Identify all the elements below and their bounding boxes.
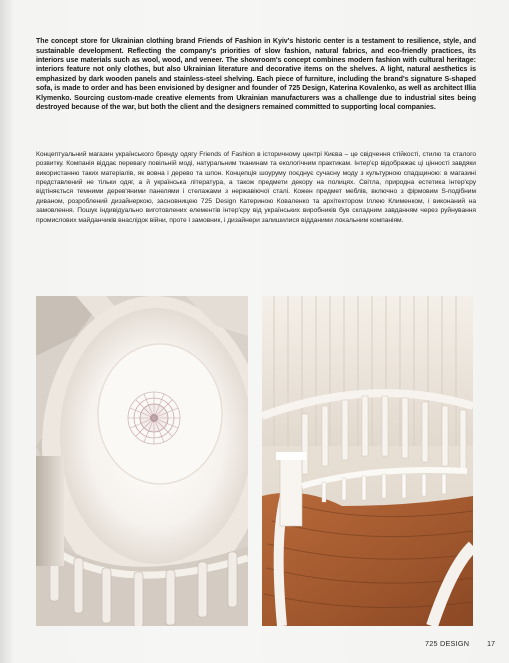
footer-brand: 725 DESIGN bbox=[425, 639, 470, 648]
english-article-paragraph: The concept store for Ukrainian clothing brand Friends of Fashion in Kyiv's historic center is a testament to resilience, style, and sustainable development. Reflecting the company's priorities of slow fashion, natural fabrics, and eco-friendly practices, its interiors use materials such as wool, wood, and veneer. The showroom's concept combines modern fashion with cultural heritage: interiors feature not only clothes, but also Ukrainian literature and decorative items on the shelves. A light, natural aesthetics is emphasized by dark wooden panels and stainless-steel shelving. Each piece of furniture, including the brand's signature S-shaped sofa, is made to order and has been envisioned by designer and founder of 725 Design, Katerina Kovalenko, as well as architect Illia Klymenko. Sourcing custom-made creative elements from Ukrainian manufacturers was a challenge due to industrial sites being destroyed because of the war, but both the client and the designers remained committed to supporting local companies. bbox=[36, 37, 476, 111]
ceiling-dome-photo bbox=[36, 296, 248, 626]
spiral-staircase-photo bbox=[262, 296, 473, 626]
page-number: 17 bbox=[487, 639, 496, 648]
ukrainian-article-paragraph: Концептуальний магазин українського бренду одягу Friends of Fashion в історичному центрі Києва – це свідчення стійкості, стилю та сталого розвитку. Компанія віддає перевагу повільній моді, натуральним тканинам та екологічним практикам. Інтер'єр відображає ці цінності завдяки використанню таких матеріалів, як вовна і дерево та шпон. Концепція шоуруму поєднує сучасну моду з культурною спадщиною: в магазині представлений не тільки одяг, а й українська література, а також предмети декору на полицях. Світла, природна естетика інтер'єру відтіняється темними дерев'яними панелями і стелажами з нержавіючої сталі. Кожен предмет меблів, включно з фірмовим S-подібним диваном, розроблений дизайнеркою, засновницею 725 Design Катериною Коваленко та архітектором Іллею Клименком, і виконаний на замовлення. Пошук індивідуально виготовлених елементів інтер'єру від українських виробників був складним завданням через руйнування промислових майданчиків внаслідок війни, проте і замовник, і дизайнери залишилися відданими локальним компаніям. bbox=[36, 150, 476, 224]
